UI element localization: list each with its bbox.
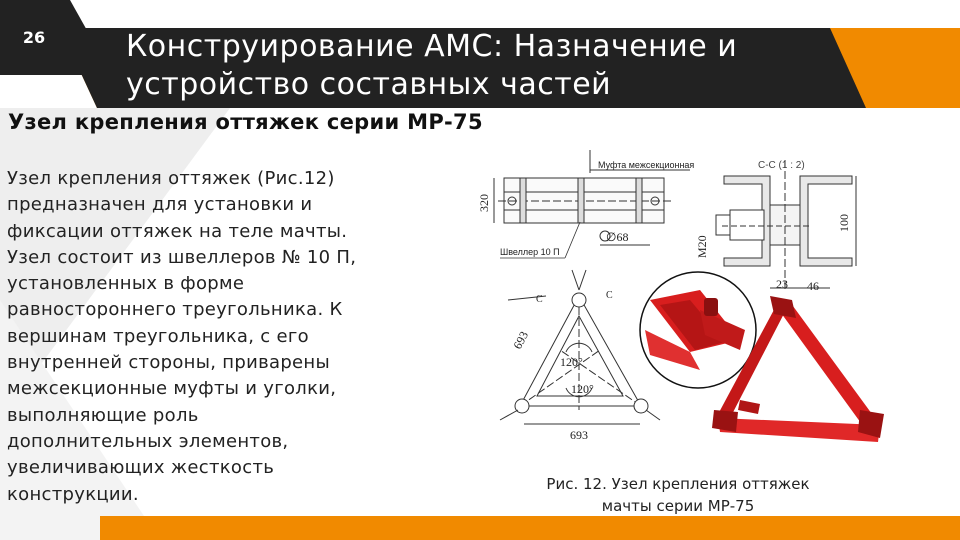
caption-line-1: Рис. 12. Узел крепления оттяжек — [546, 475, 810, 493]
channel-leader — [565, 222, 580, 258]
body-line: предназначен для установки и — [7, 194, 313, 216]
figure-caption — [500, 473, 856, 517]
bolt-m20-label: M20 — [695, 235, 709, 258]
body-line: фиксации оттяжек на теле мачты. — [7, 220, 348, 242]
dim-693-bottom-label: 693 — [570, 428, 588, 442]
body-line: Узел крепления оттяжек (Рис.12) — [7, 168, 335, 189]
slide-subtitle: Узел крепления оттяжек серии МР-75 — [8, 110, 483, 134]
coupling-label: Муфта межсекционная — [598, 160, 695, 170]
figure-12-drawing — [477, 150, 900, 460]
body-line: межсекционные муфты и уголки, — [7, 378, 337, 400]
dim-68-label: ∅68 — [606, 230, 629, 244]
channel-label: Швеллер 10 П — [500, 247, 560, 257]
body-line: внутренней стороны, приварены — [7, 352, 331, 374]
bottom-accent-bar — [0, 516, 960, 540]
body-line: увеличивающих жесткость — [7, 457, 275, 479]
section-cc-label: С-С (1 : 2) — [758, 160, 805, 171]
cut-label-c2: C — [606, 290, 613, 301]
dim-693-side-label: 693 — [510, 328, 532, 352]
slide-title — [126, 28, 846, 104]
body-line: Узел состоит из швеллеров № 10 П, — [7, 246, 357, 268]
body-line: установленных в форме — [7, 273, 245, 295]
body-line: выполняющие роль — [7, 404, 199, 426]
body-line: дополнительных элементов, — [7, 430, 289, 452]
dim-100-label: 100 — [837, 214, 851, 232]
angle-label-1: 120° — [560, 355, 583, 369]
cut-label-c1: C — [536, 294, 543, 305]
dim-320-label: 320 — [477, 194, 491, 212]
detail-circle — [640, 272, 756, 388]
dim-46-label: 46 — [807, 279, 819, 293]
body-line: вершинам треугольника, с его — [7, 325, 309, 347]
body-paragraph — [7, 166, 427, 508]
angle-label-2: 120° — [571, 382, 594, 396]
caption-line-2: мачты серии МР-75 — [601, 497, 755, 515]
body-line: равностороннего треугольника. К — [7, 299, 343, 321]
title-line-1: Конструирование АМС: Назначение и — [126, 29, 738, 64]
section-cc-view — [716, 160, 856, 290]
slide-number: 26 — [22, 28, 46, 47]
title-line-2: устройство составных частей — [126, 67, 612, 102]
body-line: конструкции. — [7, 483, 139, 505]
dim-23-label: 23 — [776, 277, 788, 291]
